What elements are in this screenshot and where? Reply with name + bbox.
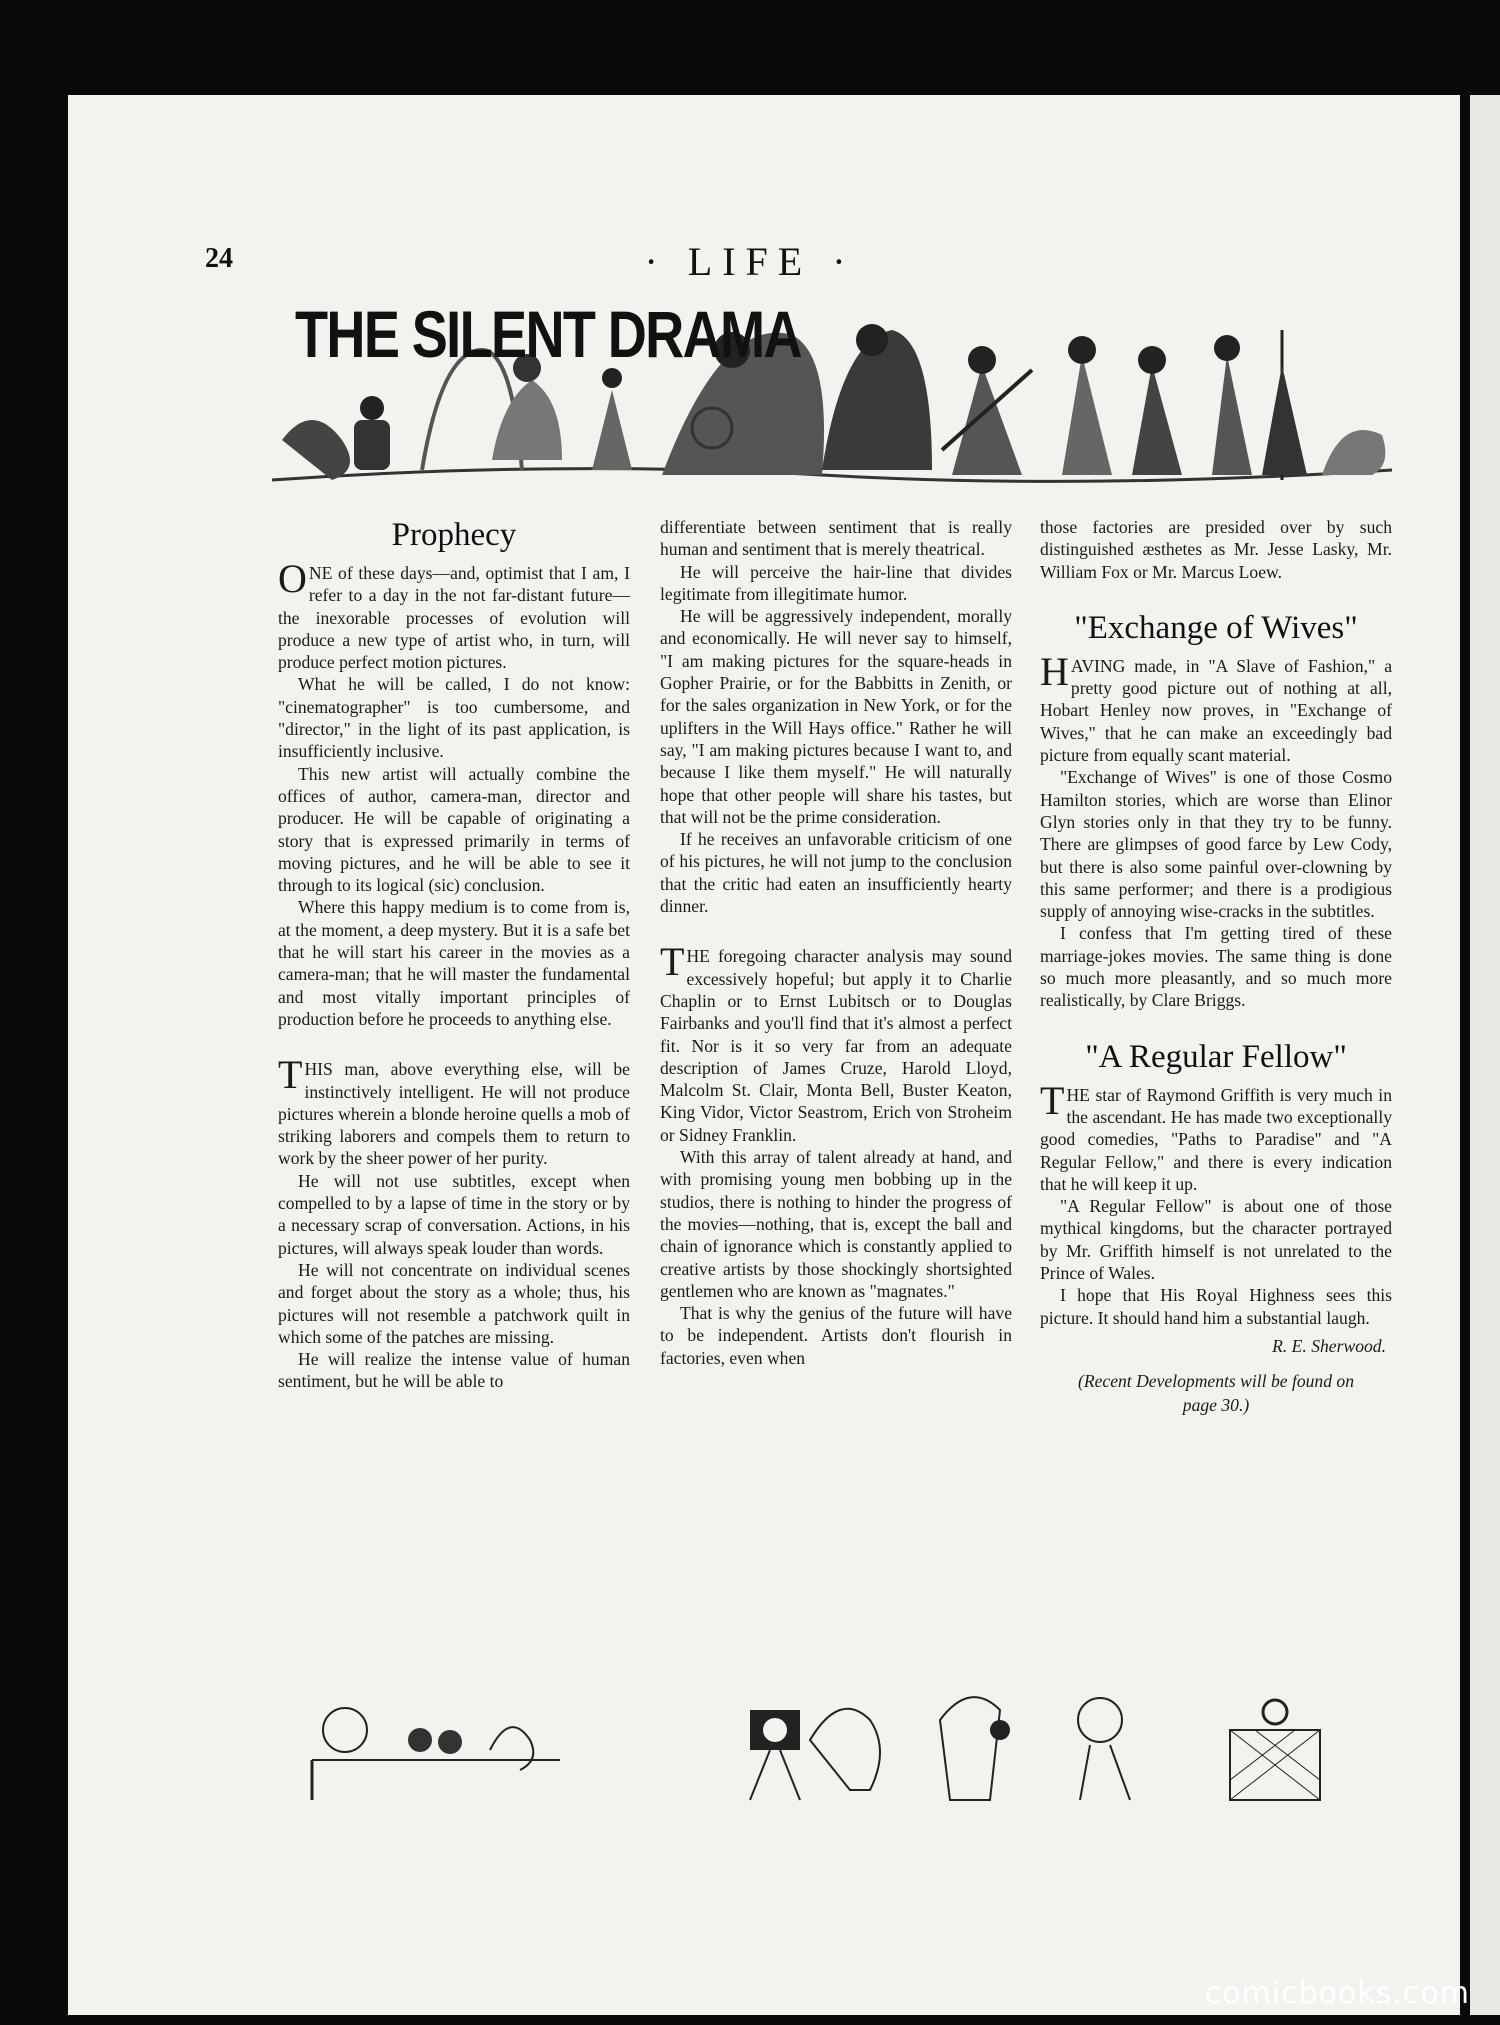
heading-prophecy: Prophecy (391, 517, 517, 553)
continuation-note: (Recent Developments will be found on page 30.) (1077, 1371, 1355, 1416)
column-1 (278, 516, 630, 1393)
paragraph: He will realize the intense value of human sentiment, but he will be able to (278, 1349, 630, 1392)
author-signature: R. E. Sherwood. (1272, 1335, 1386, 1356)
paragraph: He will not use subtitles, except when compelled to by a lapse of time in the story or by a necessary scrap of conversation. Actions, in his pictures, will always speak louder than words. (278, 1170, 630, 1258)
column-3 (1040, 516, 1392, 1417)
paragraph: He will perceive the hair-line that divides legitimate from illegitimate humor. (660, 561, 1012, 604)
paragraph: This new artist will actually combine the offices of author, camera-man, director and producer. He will be capable of originating a story that is expressed primarily in terms of moving pictures, and he will be able to see it through to its logical (sic) conclusion. (278, 763, 630, 896)
paragraph: "Exchange of Wives" is one of those Cosmo Hamilton stories, which are worse than Elinor Glyn stories only in that they try to be funny. There are glimpses of good farce by Lew Cody, but there is also some painful over-clowning by this same performer; and there is a prodigious supply of annoying wise-cracks in the subtitles. (1040, 767, 1392, 922)
paragraph: He will be aggressively independent, morally and economically. He will never say to himself, "I am making pictures for the square-heads in Gopher Prairie, or for the Babbitts in Zenith, or for the sales organization in New York, or for the uplifters in the Will Hays office." Rather he will say, "I am making pictures because I want to, and because I like them myself." He will naturally hope that other people will share his tastes, but that will not be the prime consideration. (660, 606, 1012, 827)
paragraph: That is why the genius of the future will have to be independent. Artists don't flourish in factories, even when (660, 1303, 1012, 1368)
paragraph: HAVING made, in "A Slave of Fashion," a pretty good picture out of nothing at all, Hobart Henley now proves, in "Exchange of Wives," that he can make an exceedingly bad picture from equally scant material. (1040, 648, 1392, 766)
paragraph: I hope that His Royal Highness sees this picture. It should hand him a substantial laugh. (1040, 1285, 1392, 1328)
department-title: THE SILENT DRAMA (295, 297, 801, 371)
paragraph: THE star of Raymond Griffith is very much in the ascendant. He has made two exceptionally good comedies, "Paths to Paradise" and "A Regular Fellow," and there is every indication that he will keep it up. (1040, 1077, 1392, 1194)
paragraph: THE foregoing character analysis may sound excessively hopeful; but apply it to Charlie Chaplin or to Ernst Lubitsch or to Douglas Fairbanks and you'll find that it's almost a perfect fit. Nor is it so very far from an adequate description of James Cruze, Harold Lloyd, Malcolm St. Clair, Monta Bell, Buster Keaton, King Vidor, Victor Seastrom, Erich von Stroheim or Sidney Franklin. (660, 939, 1012, 1145)
masthead: · LIFE · (644, 239, 856, 284)
paragraph: "A Regular Fellow" is about one of those mythical kingdoms, but the character portrayed by Mr. Griffith himself is not unrelated to the Prince of Wales. (1040, 1196, 1392, 1284)
watermark: comicbooks.com (1204, 1976, 1470, 2011)
next-page-edge (1470, 95, 1500, 2015)
paragraph: I confess that I'm getting tired of these marriage-jokes movies. The same thing is done so much more pleasantly, and so much more realistically, by Clare Briggs. (1040, 923, 1392, 1011)
heading-a-regular-fellow: "A Regular Fellow" (1085, 1038, 1347, 1075)
footer-cartoon-illustration (300, 1660, 1410, 1810)
paragraph: If he receives an unfavorable criticism of one of his pictures, he will not jump to the conclusion that the critic had eaten an insufficiently hearty dinner. (660, 829, 1012, 917)
paragraph: THIS man, above everything else, will be instinctively intelligent. He will not produce pictures wherein a blonde heroine quells a mob of striking laborers and compels them to return to work by the sheer power of her purity. (278, 1052, 630, 1169)
paragraph: What he will be called, I do not know: "cinematographer" is too cumbersome, and "director," in the light of its past application, is insufficiently inclusive. (278, 674, 630, 762)
heading-exchange-of-wives: "Exchange of Wives" (1074, 609, 1358, 646)
column-2 (660, 516, 1012, 1369)
page-number: 24 (205, 243, 233, 274)
paragraph: differentiate between sentiment that is really human and sentiment that is merely theatrical. (660, 517, 1012, 560)
paragraph: Where this happy medium is to come from is, at the moment, a deep mystery. But it is a safe bet that he will start his career in the movies as a camera-man; that he will master the fundamental and most vitally important principles of production before he proceeds to anything else. (278, 897, 630, 1029)
paragraph: With this array of talent already at hand, and with promising young men bobbing up in the studios, there is nothing to hinder the progress of the movies—nothing, that is, except the ball and chain of ignorance which is constantly applied to creative artists by those shockingly shortsighted gentlemen who are known as "magnates." (660, 1147, 1012, 1301)
paragraph: He will not concentrate on individual scenes and forget about the story as a whole; thus, his pictures will not resemble a patchwork quilt in which some of the patches are missing. (278, 1259, 630, 1347)
paragraph: ONE of these days—and, optimist that I am, I refer to a day in the not far-distant future—the inexorable processes of evolution will produce a new type of artist who, in turn, will produce perfect motion pictures. (278, 556, 630, 673)
paragraph: those factories are presided over by such distinguished æsthetes as Mr. Jesse Lasky, Mr. William Fox or Mr. Marcus Loew. (1040, 517, 1392, 582)
